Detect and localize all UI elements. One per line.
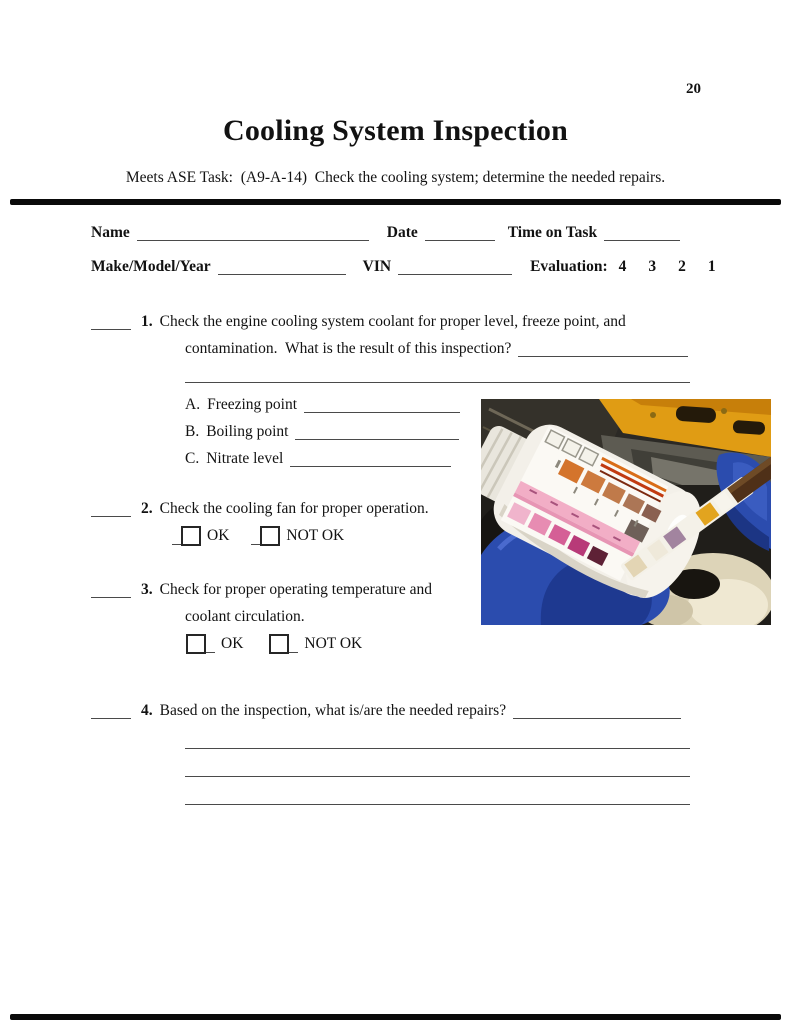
item-2-number: 2. bbox=[141, 500, 153, 517]
evaluation-score-2[interactable]: 2 bbox=[678, 258, 686, 275]
item-2-checkbox-row bbox=[172, 524, 344, 548]
item-4-row bbox=[91, 702, 681, 720]
subitem-c-letter: C. bbox=[185, 450, 200, 467]
evaluation-score-3[interactable]: 3 bbox=[648, 258, 657, 275]
item-2-ok-checkbox[interactable] bbox=[181, 526, 201, 546]
item-3-row-2 bbox=[185, 608, 305, 626]
time-on-task-blank[interactable] bbox=[604, 226, 680, 241]
header-rule bbox=[10, 199, 781, 205]
item-3-checkbox-row bbox=[186, 632, 362, 656]
page-title: Cooling System Inspection bbox=[222, 114, 569, 147]
item-3-score-blank[interactable] bbox=[91, 583, 131, 598]
item-3-notok-label: NOT OK bbox=[304, 635, 363, 652]
subitem-a-label: Freezing point bbox=[207, 396, 298, 413]
item-2-notok-underscore bbox=[251, 544, 260, 545]
item-3-notok-checkbox[interactable] bbox=[269, 634, 289, 654]
time-on-task-label: Time on Task bbox=[507, 224, 598, 241]
item-1-answer-blank[interactable] bbox=[518, 342, 688, 357]
item-3-notok-underscore bbox=[289, 652, 298, 653]
item-1-text-line1: Check the engine cooling system coolant for proper level, freeze point, and bbox=[159, 313, 626, 330]
page-number: 20 bbox=[686, 81, 701, 97]
date-blank[interactable] bbox=[425, 226, 495, 241]
date-label: Date bbox=[386, 224, 418, 241]
name-blank[interactable] bbox=[137, 226, 369, 241]
ase-task-subtitle: Meets ASE Task: (A9-A-14) Check the cooling system; determine the needed repairs. bbox=[125, 169, 666, 186]
item-1-subitem-b bbox=[185, 423, 459, 441]
make-model-year-label: Make/Model/Year bbox=[91, 258, 211, 275]
item-1-score-blank[interactable] bbox=[91, 315, 131, 330]
evaluation-label: Evaluation: bbox=[530, 258, 608, 275]
item-4-text: Based on the inspection, what is/are the needed repairs? bbox=[159, 702, 507, 719]
info-row-1 bbox=[91, 224, 680, 242]
item-2-notok-checkbox[interactable] bbox=[260, 526, 280, 546]
evaluation-score-4[interactable]: 4 bbox=[618, 258, 627, 275]
item-2-row bbox=[91, 500, 429, 518]
item-1-subitem-c bbox=[185, 450, 451, 468]
boiling-point-blank[interactable] bbox=[295, 425, 459, 440]
item-3-ok-underscore bbox=[206, 652, 215, 653]
item-3-ok-label: OK bbox=[221, 635, 244, 652]
name-label: Name bbox=[91, 224, 130, 241]
make-model-year-blank[interactable] bbox=[218, 260, 346, 275]
item-4-answer-blank[interactable] bbox=[513, 704, 681, 719]
item-3-text-line2: coolant circulation. bbox=[185, 608, 305, 625]
item-1-number: 1. bbox=[141, 313, 153, 330]
photo-illustration bbox=[481, 399, 771, 625]
item-3-row bbox=[91, 581, 432, 599]
item-1-text-line2: contamination. What is the result of this inspection? bbox=[185, 340, 512, 357]
footer-rule bbox=[10, 1014, 781, 1020]
subitem-b-label: Boiling point bbox=[206, 423, 289, 440]
item-2-text: Check the cooling fan for proper operation. bbox=[159, 500, 429, 517]
item-3-ok-checkbox[interactable] bbox=[186, 634, 206, 654]
item-1-row-2 bbox=[185, 340, 688, 358]
subitem-c-label: Nitrate level bbox=[206, 450, 284, 467]
vin-label: VIN bbox=[362, 258, 392, 275]
info-row-2 bbox=[91, 258, 716, 276]
item-4-score-blank[interactable] bbox=[91, 704, 131, 719]
item-2-score-blank[interactable] bbox=[91, 502, 131, 517]
item-4-number: 4. bbox=[141, 702, 153, 719]
coolant-test-strip-photo bbox=[481, 399, 771, 625]
item-1-writing-line[interactable] bbox=[185, 368, 690, 383]
subitem-b-letter: B. bbox=[185, 423, 200, 440]
item-2-ok-underscore bbox=[172, 544, 181, 545]
evaluation-score-1[interactable]: 1 bbox=[707, 258, 716, 275]
nitrate-level-blank[interactable] bbox=[290, 452, 451, 467]
item-4-writing-line-2[interactable] bbox=[185, 762, 690, 777]
item-3-number: 3. bbox=[141, 581, 153, 598]
item-1-subitem-a bbox=[185, 396, 460, 414]
subitem-a-letter: A. bbox=[185, 396, 201, 413]
item-4-writing-line-3[interactable] bbox=[185, 790, 690, 805]
vin-blank[interactable] bbox=[398, 260, 512, 275]
item-2-ok-label: OK bbox=[207, 527, 230, 544]
item-1-row bbox=[91, 313, 626, 331]
freezing-point-blank[interactable] bbox=[304, 398, 460, 413]
item-3-text-line1: Check for proper operating temperature and bbox=[159, 581, 433, 598]
item-4-writing-line-1[interactable] bbox=[185, 734, 690, 749]
item-2-notok-label: NOT OK bbox=[286, 527, 345, 544]
